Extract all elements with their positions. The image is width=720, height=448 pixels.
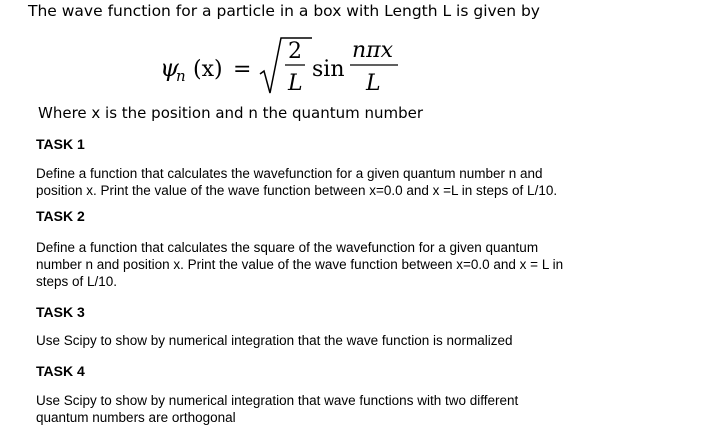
task2-line-2: number n and position x. Print the value of the wave function between x=0.0 and x = L in: [36, 257, 564, 272]
task1-title: TASK 1: [36, 136, 85, 152]
task4-title: TASK 4: [36, 363, 85, 379]
task3-title: TASK 3: [36, 304, 85, 320]
where-text: Where x is the position and n the quantum number: [38, 104, 424, 122]
sqrt-denominator: L: [288, 71, 303, 96]
wave-function-formula: [160, 30, 420, 100]
intro-text: The wave function for a particle in a box with Length L is given by: [28, 2, 540, 20]
task1-line-1: Define a function that calculates the wavefunction for a given quantum number n and: [36, 166, 543, 181]
task2-title: TASK 2: [36, 208, 85, 224]
task4-body: [36, 392, 606, 426]
sqrt-numerator: 2: [288, 39, 302, 64]
task1-line-2: position x. Print the value of the wave function between x=0.0 and x =L in steps of L/10.: [36, 183, 558, 198]
equals-sign: =: [233, 57, 252, 82]
task3-line-1: Use Scipy to show by numerical integration that the wave function is normalized: [36, 333, 513, 348]
sin-denominator: L: [366, 71, 381, 96]
sin-function: sin: [312, 57, 345, 82]
task4-line-1: Use Scipy to show by numerical integration that wave functions with two different: [36, 393, 519, 408]
psi-symbol: ψ: [160, 54, 179, 82]
sin-numerator: nπx: [352, 38, 394, 63]
task1-body: [36, 165, 606, 199]
psi-subscript: n: [176, 67, 186, 85]
task4-line-2: quantum numbers are orthogonal: [36, 410, 236, 425]
task2-body: [36, 239, 606, 290]
task3-body: [36, 332, 606, 349]
task2-line-3: steps of L/10.: [36, 274, 118, 289]
task2-line-1: Define a function that calculates the square of the wavefunction for a given quantum: [36, 240, 539, 255]
psi-argument: (x): [193, 57, 223, 82]
